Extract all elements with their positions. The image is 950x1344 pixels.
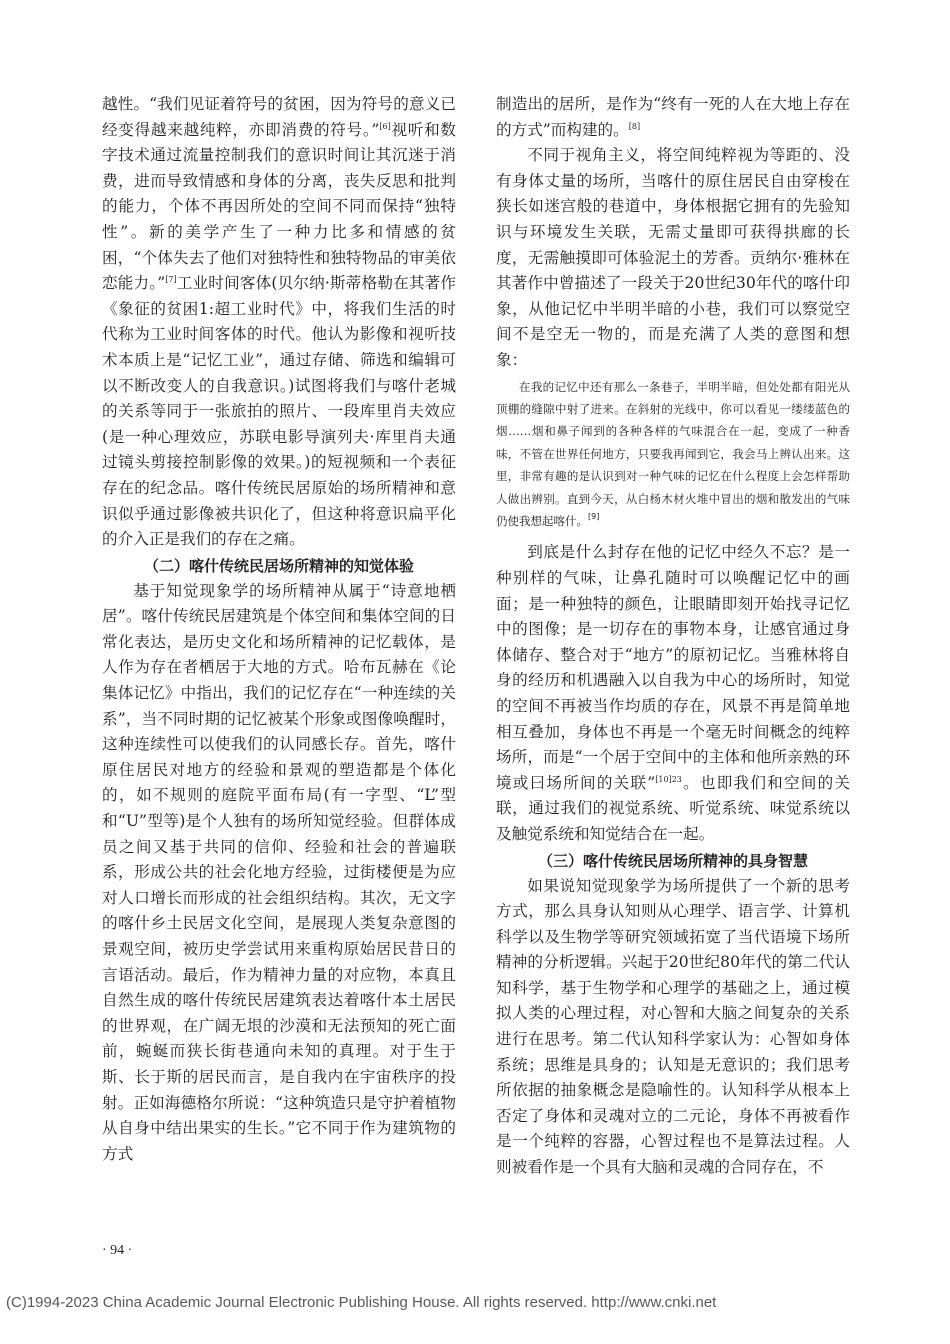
copyright-footer: (C)1994-2023 China Academic Journal Electronic Publishing House. All rights reserved. http://www.cnki.net [6, 1294, 717, 1311]
paragraph-text: 。也即我们和空间的关联，通过我们的视觉系统、听觉系统、味觉系统以及触觉系统和知觉结合在一起。 [496, 773, 850, 843]
paragraph: 如果说知觉现象学为场所提供了一个新的思考方式，那么具身认知则从心理学、语言学、计算机科学以及生物学等研究领域拓宽了当代语境下场所精神的分析逻辑。兴起于20世纪80年代的第二代认知科学，基于生物学和心理学的基础之上，通过模拟人类的心理过程，对心智和大脑之间复杂的关系进行在思考。第二代认知科学家认为：心智如身体系统；思维是具身的；认知是无意识的；我们思考所依据的抽象概念是隐喻性的。认知科学从根本上否定了身体和灵魂对立的二元论，身体不再被看作是一个纯粹的容器，心智过程也不是算法过程。人则被看作是一个具有大脑和灵魂的合同存在，不 [496, 876, 850, 1177]
citation-ref: [8] [628, 121, 641, 131]
paragraph [496, 92, 850, 143]
paragraph: 基于知觉现象学的场所精神从属于“诗意地栖居”。喀什传统民居建筑是个体空间和集体空间的日常化表达，是历史文化和场所精神的记忆载体，是人作为存在者栖居于大地的方式。哈布瓦赫在《论集体记忆》中指出，我们的记忆存在“一种连续的关系”，当不同时期的记忆被某个形象或图像唤醒时，这种连续性可以使我们的认同感长存。首先，喀什原住居民对地方的经验和景观的塑造都是个体化的，如不规则的庭院平面布局(有一字型、“L”型和“U”型等)是个人独有的场所知觉经验。但群体成员之间又基于共同的信仰、经验和社会的普遍联系，形成公共的社会化地方经验，过街楼便是为应对人口增长而形成的社会组织结构。其次，无文字的喀什乡土民居文化空间，是展现人类复杂意图的景观空间，被历史学尝试用来重构原始居民昔日的言语活动。最后，作为精神力量的对应物，本真且自然生成的喀什传统民居建筑表达着喀什本土居民的世界观，在广阔无垠的沙漠和无法预知的死亡面前，蜿蜒而狭长街巷通向未知的真理。对于生于斯、长于斯的居民而言，是自我内在宇宙秩序的投射。正如海德格尔所说：“这种筑造只是守护着植物从自身中结出果实的生长。”它不同于作为建筑物的方式 [102, 581, 456, 1163]
block-quote [496, 376, 850, 533]
right-column [496, 92, 850, 1181]
paragraph-text: 越性。“我们见证着符号的贫困，因为符号的意义已经变得越来越纯粹，亦即消费的符号。” [102, 95, 456, 139]
citation-ref: [10]23 [655, 774, 682, 784]
paragraph-text: 制造出的居所，是作为“终有一死的人在大地上存在的方式”而构建的。 [496, 95, 850, 139]
paragraph: 不同于视角主义，将空间纯粹视为等距的、没有身体丈量的场所，当喀什的原住居民自由穿梭在狭长如迷宫般的巷道中，身体根据它拥有的先验知识与环境发生关联，无需丈量即可获得拱廊的长度，无需触摸即可体验泥土的芳香。贡纳尔·雅林在其著作中曾描述了一段关于20世纪30年代的喀什印象，从他记忆中半明半暗的小巷，我们可以察觉空间不是空无一物的，而是充满了人类的意图和想象： [496, 146, 850, 369]
citation-ref: [9] [588, 511, 600, 521]
paragraph [496, 540, 850, 847]
citation-ref: [7] [165, 275, 177, 285]
paragraph [102, 92, 456, 553]
paragraph-text: 工业时间客体(贝尔纳·斯蒂格勒在其著作《象征的贫困1:超工业时代》中，将我们生活的时代称为工业时间客体的时代。他认为影像和视听技术本质上是“记忆工业”，通过存储、筛选和编辑可以不断改变人的自我意识。)试图将我们与喀什老城的关系等同于一张旅拍的照片、一段库里肖夫效应(是一种心理效应，苏联电影导演列夫·库里肖夫通过镜头剪接控制影像的效果。)的短视频和一个表征存在的纪念品。喀什传统民居原始的场所精神和意识似乎通过影像被共识化了，但这种将意识扁平化的介入正是我们的存在之痛。 [102, 274, 456, 549]
paragraph-text: 视听和数字技术通过流量控制我们的意识时间让其沉迷于消费，进而导致情感和身体的分离，丧失反思和批判的能力，个体不再因所处的空间不同而保持“独特性”。新的美学产生了一种力比多和情感的贫困，“个体失去了他们对独特性和独特物品的审美依恋能力。” [102, 120, 456, 293]
section-heading: （二）喀什传统民居场所精神的知觉体验 [143, 556, 414, 575]
page-number: · 94 · [102, 1243, 133, 1258]
quote-text: 在我的记忆中还有那么一条巷子，半明半暗，但处处都有阳光从顶棚的缝隙中射了进来。在斜射的光线中，你可以看见一缕缕蓝色的烟……烟和鼻子闻到的各种各样的气味混合在一起，变成了一种香味，不管在世界任何地方，只要我再闻到它，我会马上辨认出来。这里，非常有趣的是认识到对一种气味的记忆在什么程度上会怎样帮助人做出辨别。直到今天，从白杨木材火堆中冒出的烟和散发出的气味仍使我想起喀什。 [496, 379, 850, 528]
citation-ref: [6] [379, 121, 391, 131]
paragraph-text: 到底是什么封存在他的记忆中经久不忘？是一种别样的气味，让鼻孔随时可以唤醒记忆中的画面；是一种独特的颜色，让眼睛即刻开始找寻记忆中的图像；是一切存在的事物本身，让感官通过身体储存、整合对于“地方”的原初记忆。当雅林将自身的经历和机遇融入以自我为中心的场所时，知觉的空间不再被当作均质的存在，风景不再是简单地相互叠加，身体也不再是一个毫无时间概念的纯粹场所，而是“一个居于空间中的主体和他所亲熟的环境或曰场所间的关联” [496, 543, 850, 792]
section-heading: （三）喀什传统民居场所精神的具身智慧 [537, 851, 808, 870]
left-column [102, 92, 456, 1167]
